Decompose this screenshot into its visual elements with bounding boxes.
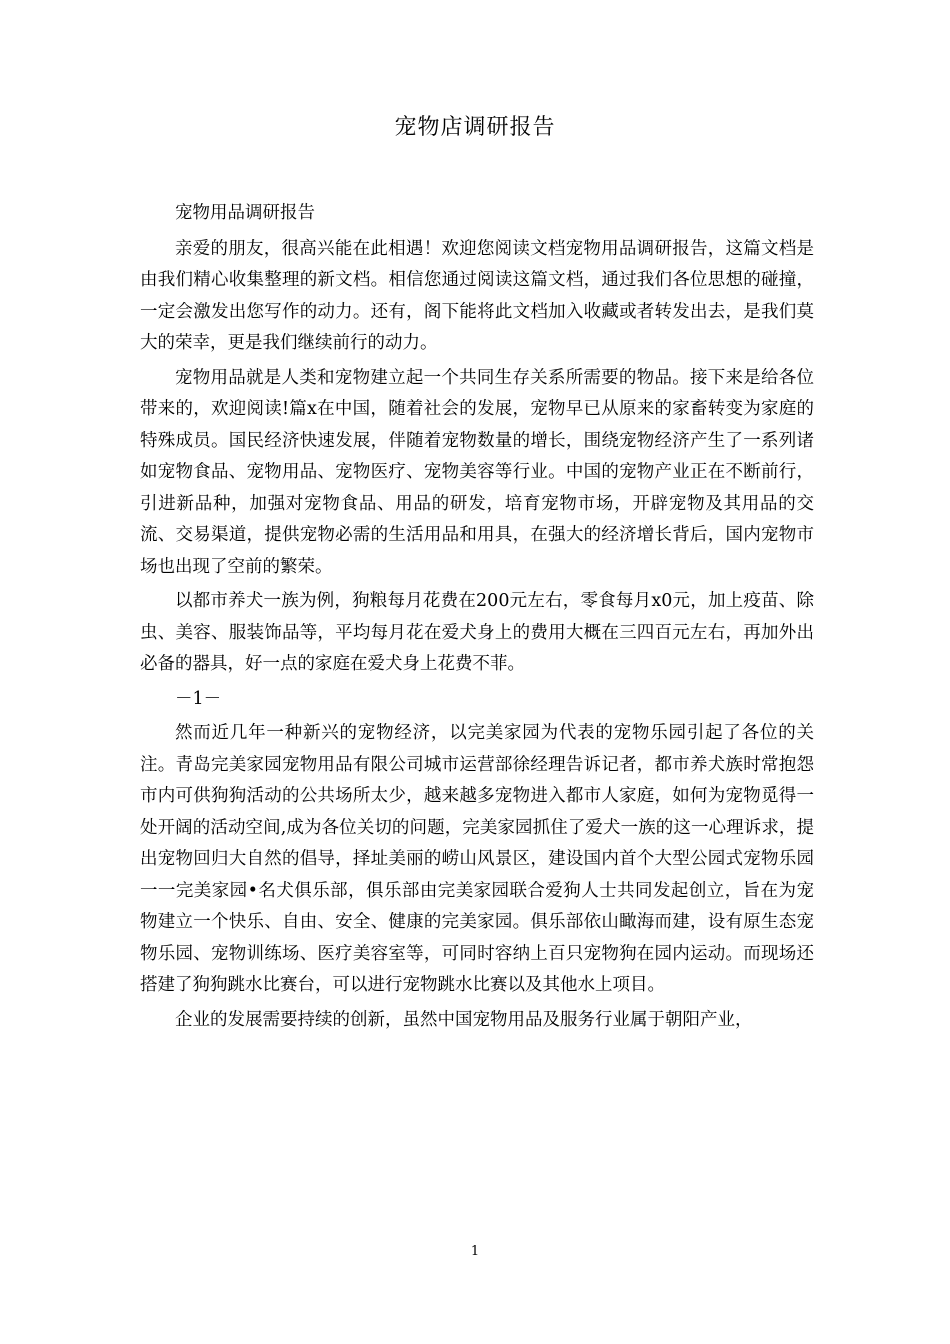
- paragraph-innovation: 企业的发展需要持续的创新，虽然中国宠物用品及服务行业属于朝阳产业，: [175, 1009, 753, 1030]
- page-number: 1: [470, 1244, 480, 1259]
- paragraph-dog-costs: 以都市养犬一族为例，狗粮每月花费在200元左右，零食每月x0元，加上疫苗、除虫、美容、服装饰品等，平均每月花在爱犬身上的费用大概在三四百元左右，再加外出必备的器具，好一点的家庭在爱犬身上花费不菲。: [140, 591, 814, 674]
- section-heading: 宠物用品调研报告: [175, 203, 315, 223]
- document-title: 宠物店调研报告: [394, 115, 556, 140]
- document-body: [140, 198, 814, 1039]
- paragraph-pet-park: 然而近几年一种新兴的宠物经济，以完美家园为代表的宠物乐园引起了各位的关注。青岛完美家园宠物用品有限公司城市运营部徐经理告诉记者，都市养犬族时常抱怨市内可供狗狗活动的公共场所太少，越来越多宠物进入都市人家庭，如何为宠物觅得一处开阔的活动空间,成为各位关切的问题，完美家园抓住了爱犬一族的这一心理诉求，提出宠物回归大自然的倡导，择址美丽的崂山风景区，建设国内首个大型公园式宠物乐园一一完美家园•名犬俱乐部，俱乐部由完美家园联合爱狗人士共同发起创立，旨在为宠物建立一个快乐、自由、安全、健康的完美家园。俱乐部依山瞰海而建，设有原生态宠物乐园、宠物训练场、医疗美容室等，可同时容纳上百只宠物狗在园内运动。而现场还搭建了狗狗跳水比赛台，可以进行宠物跳水比赛以及其他水上项目。: [140, 723, 814, 995]
- inline-page-marker: －1－: [175, 688, 222, 709]
- paragraph-pet-supplies: 宠物用品就是人类和宠物建立起一个共同生存关系所需要的物品。接下来是给各位带来的，欢迎阅读!篇x在中国，随着社会的发展，宠物早已从原来的家畜转变为家庭的特殊成员。国民经济快速发展，伴随着宠物数量的增长，围绕宠物经济产生了一系列诸如宠物食品、宠物用品、宠物医疗、宠物美容等行业。中国的宠物产业正在不断前行，引进新品种，加强对宠物食品、用品的研发，培育宠物市场，开辟宠物及其用品的交流、交易渠道，提供宠物必需的生活用品和用具，在强大的经济增长背后，国内宠物市场也出现了空前的繁荣。: [140, 367, 814, 577]
- paragraph-intro: 亲爱的朋友，很高兴能在此相遇！欢迎您阅读文档宠物用品调研报告，这篇文档是由我们精心收集整理的新文档。相信您通过阅读这篇文档，通过我们各位思想的碰撞，一定会激发出您写作的动力。还有，阁下能将此文档加入收藏或者转发出去，是我们莫大的荣幸，更是我们继续前行的动力。: [140, 238, 814, 353]
